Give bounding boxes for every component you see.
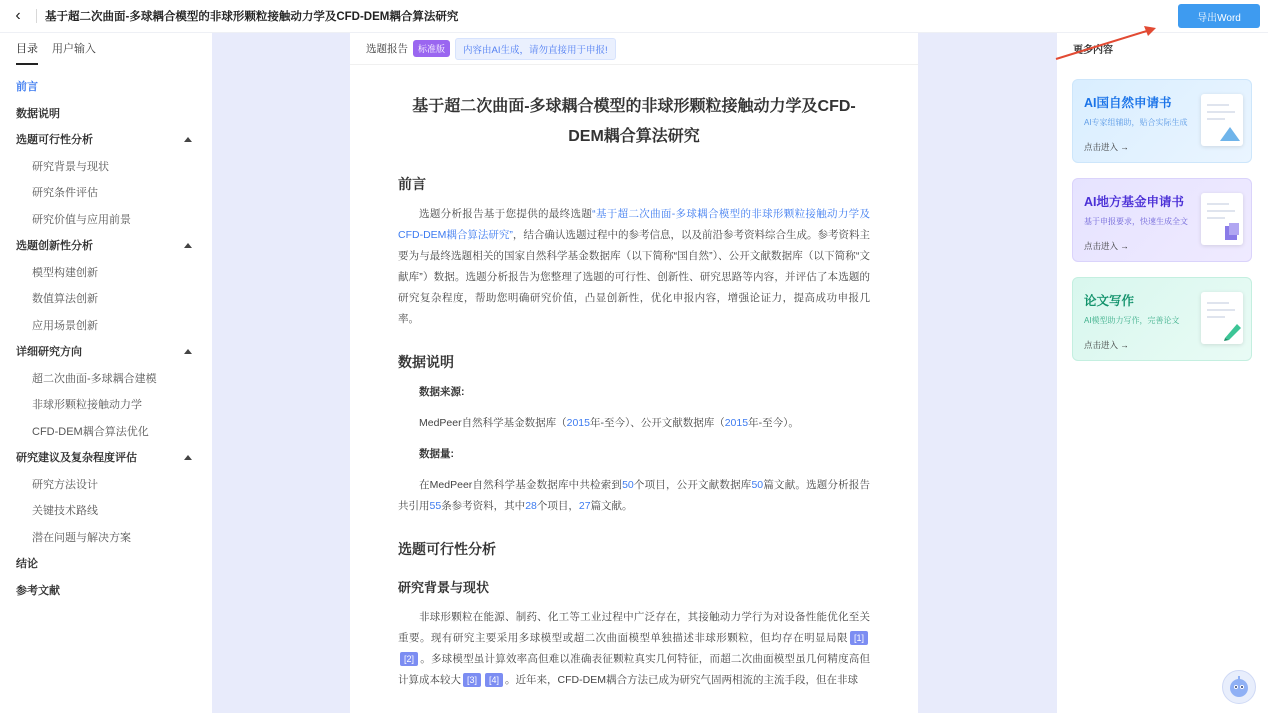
text-span: 个项目，公开文献数据库 [633, 479, 752, 491]
card-paper-writing[interactable] [1072, 277, 1252, 361]
document-icon [1201, 292, 1243, 344]
toc-item-model-innovation[interactable]: 模型构建创新 [32, 266, 98, 279]
card-description: AI专家组辅助，贴合实际生成 [1084, 118, 1188, 127]
caret-up-icon[interactable] [184, 137, 192, 142]
text-span: 个项目， [536, 500, 579, 512]
report-header [350, 33, 918, 65]
year-value: 2015 [724, 417, 749, 429]
stack-icon [1221, 222, 1241, 242]
text-span: 年-至今）。 [748, 417, 799, 429]
toc-item-preface[interactable]: 前言 [16, 81, 38, 94]
text-span: 在MedPeer自然科学基金数据库中共检索到 [419, 479, 623, 491]
card-description: 基于申报要求，快速生成全文 [1084, 217, 1188, 226]
chevron-left-icon: ‹ [15, 7, 21, 24]
toc-item-label: 详细研究方向 [16, 346, 82, 359]
toc-item-method-design[interactable]: 研究方法设计 [32, 478, 98, 491]
more-content-title: 更多内容 [1073, 45, 1113, 56]
header-divider [36, 9, 37, 23]
text-span: 篇文献。选题分析报告共引用 [398, 479, 871, 512]
text-span: ，结合确认选题过程中的参考信息，以及前沿参考资料综合生成。参考资料主要为与最终选题相关的国家自然科学基金数据库（以下简称“国自然”）、公开文献数据库（以下简称“文献库”）数据。选题分析报告为您整理了选题的可行性、创新性、研究思路等内容，并评估了本选题的研究复杂程度，帮助您明确研究价值，凸显创新性，优化申报内容，增强论证力，提高成功申报几率。 [398, 229, 870, 325]
report-body [350, 92, 918, 691]
count-value: 55 [429, 500, 442, 512]
citation-link[interactable]: [3] [463, 673, 481, 687]
card-link[interactable]: 点击进入 → [1084, 340, 1129, 350]
card-link[interactable]: 点击进入 → [1084, 142, 1129, 152]
card-title: AI地方基金申请书 [1084, 195, 1185, 209]
text-span: 篇文献。 [590, 500, 633, 512]
document-icon [1201, 193, 1243, 245]
toc-item-innovation[interactable] [0, 232, 212, 259]
export-word-button[interactable]: 导出Word [1178, 4, 1260, 28]
text-span: MedPeer自然科学基金数据库（ [419, 417, 567, 429]
caret-up-icon[interactable] [184, 455, 192, 460]
card-title: AI国自然申请书 [1084, 96, 1172, 110]
data-count-text [398, 475, 870, 517]
toc-item-cfd-dem[interactable]: CFD-DEM耦合算法优化 [32, 425, 149, 438]
text-span: 。多球模型虽计算效率高但难以准确表征颗粒真实几何特征，而超二次曲面模型虽几何精度高但计算成本较大 [398, 653, 870, 686]
edition-badge: 标准版 [413, 40, 450, 57]
back-button[interactable] [0, 0, 36, 33]
toc-item-background[interactable]: 研究背景与现状 [32, 160, 109, 173]
toc-item-algorithm-innovation[interactable]: 数值算法创新 [32, 293, 98, 306]
toc-item-conclusion[interactable]: 结论 [16, 558, 38, 571]
assistant-bot-icon[interactable] [1222, 670, 1256, 704]
card-link[interactable]: 点击进入 → [1084, 241, 1129, 251]
background-paragraph [398, 607, 870, 691]
document-icon [1201, 94, 1243, 146]
toc-item-label: 选题可行性分析 [16, 134, 93, 147]
count-value: 28 [525, 500, 537, 512]
nsfc-logo-icon [1219, 126, 1241, 142]
data-source-text [398, 413, 870, 434]
pen-icon [1221, 320, 1243, 342]
toc-item-label: 选题创新性分析 [16, 240, 93, 253]
report-title: 基于超二次曲面-多球耦合模型的非球形颗粒接触动力学及CFD-DEM耦合算法研究 [412, 98, 856, 145]
card-nsfc-application[interactable] [1072, 79, 1252, 163]
data-count-label: 数据量: [419, 448, 454, 460]
card-local-fund-application[interactable] [1072, 178, 1252, 262]
toc-item-label: 研究建议及复杂程度评估 [16, 452, 137, 465]
caret-up-icon[interactable] [184, 349, 192, 354]
robot-icon [1227, 675, 1251, 699]
ai-notice: 内容由AI生成，请勿直接用于申报! [455, 38, 616, 60]
toc-item-tech-route[interactable]: 关键技术路线 [32, 505, 98, 518]
citation-link[interactable]: [1] [850, 631, 868, 645]
text-span: 条参考资料，其中 [441, 500, 526, 512]
count-value: 50 [751, 479, 764, 491]
document-title: 基于超二次曲面-多球耦合模型的非球形颗粒接触动力学及CFD-DEM耦合算法研究 [45, 11, 459, 23]
tab-toc[interactable]: 目录 [16, 33, 38, 65]
toc-item-suggestions[interactable] [0, 444, 212, 471]
toc-item-conditions[interactable]: 研究条件评估 [32, 187, 98, 200]
card-description: AI模型助力写作，完善论文 [1084, 316, 1180, 325]
section-heading-preface: 前言 [398, 176, 426, 192]
toc-item-value[interactable]: 研究价值与应用前景 [32, 213, 131, 226]
card-title: 论文写作 [1084, 294, 1135, 308]
section-heading-data: 数据说明 [398, 354, 454, 370]
report-paper [350, 33, 918, 713]
toc-item-research-direction[interactable] [0, 338, 212, 365]
preface-paragraph [398, 204, 870, 330]
count-value: 27 [578, 500, 591, 512]
citation-link[interactable]: [2] [400, 652, 418, 666]
count-value: 50 [622, 479, 634, 491]
caret-up-icon[interactable] [184, 243, 192, 248]
sidebar [0, 33, 212, 713]
subsection-heading-background: 研究背景与现状 [398, 580, 490, 595]
text-span: 非球形颗粒在能源、制药、化工等工业过程中广泛存在，其接触动力学行为对设备性能优化至关重要。现有研究主要采用多球模型或超二次曲面模型单独描述非球形颗粒，但均存在明显局限 [398, 611, 870, 644]
section-heading-feasibility: 选题可行性分析 [398, 541, 496, 557]
sidebar-tabs [0, 33, 212, 65]
text-span: 。近年来，CFD-DEM耦合方法已成为研究气固两相流的主流手段，但在非球 [505, 674, 858, 686]
more-content-panel [1057, 33, 1268, 713]
text-span: 年-至今）、公开文献数据库（ [589, 417, 725, 429]
text-span: 选题分析报告基于您提供的最终选题 [419, 208, 593, 220]
toc-item-modeling[interactable]: 超二次曲面-多球耦合建模 [32, 372, 157, 385]
toc-item-problems[interactable]: 潜在问题与解决方案 [32, 531, 131, 544]
toc-item-references[interactable]: 参考文献 [16, 584, 60, 597]
toc-item-contact-dynamics[interactable]: 非球形颗粒接触动力学 [32, 399, 142, 412]
citation-link[interactable]: [4] [485, 673, 503, 687]
topic-quote: “基于超二次曲面-多球耦合模型的非球形颗粒接触动力学及CFD-DEM耦合算法研究” [398, 208, 871, 241]
toc-item-data-description[interactable]: 数据说明 [16, 107, 60, 120]
report-label: 选题报告 [366, 43, 408, 55]
annotation-arrow-icon [1050, 22, 1160, 62]
table-of-contents [0, 65, 212, 603]
data-source-label: 数据来源: [419, 386, 465, 398]
tab-user-input[interactable]: 用户输入 [52, 43, 96, 55]
toc-item-scenario-innovation[interactable]: 应用场景创新 [32, 319, 98, 332]
year-value: 2015 [566, 417, 590, 429]
toc-item-feasibility[interactable] [0, 126, 212, 153]
